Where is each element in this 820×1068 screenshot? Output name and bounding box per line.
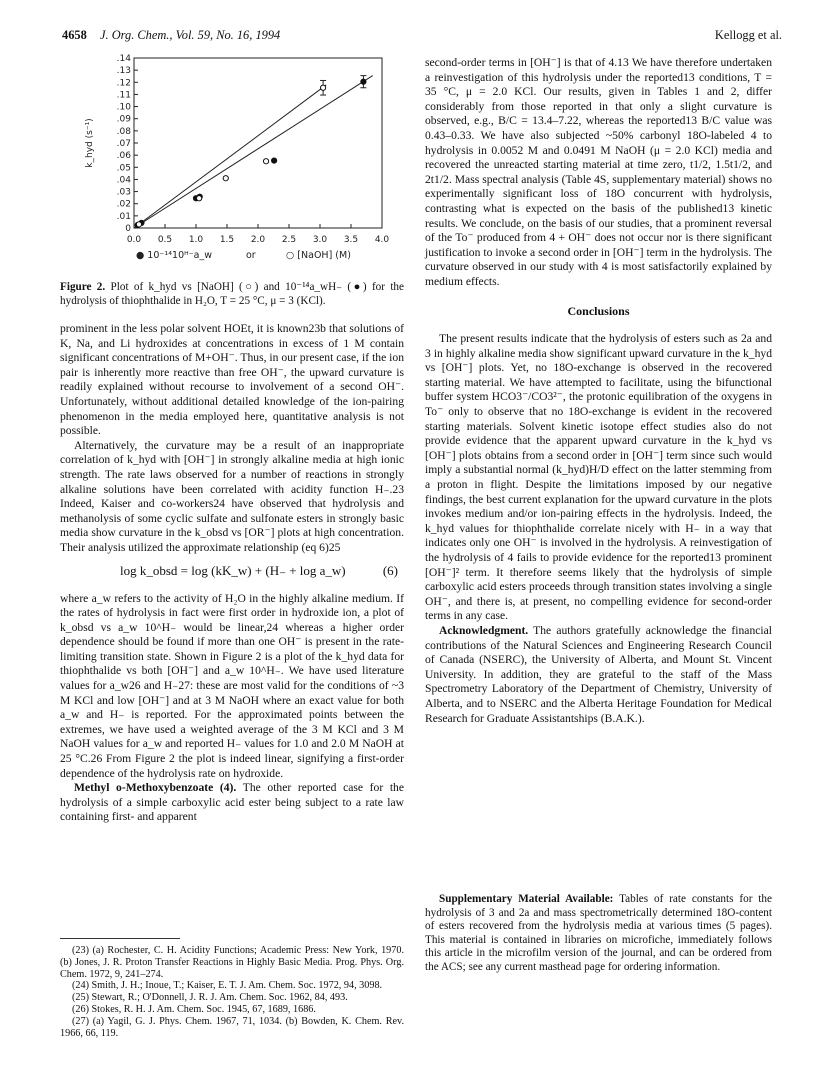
y-tick-label: .05 bbox=[116, 163, 131, 174]
legend-open: ○ [NaOH] (M) bbox=[286, 250, 351, 261]
body-paragraph bbox=[60, 781, 404, 825]
running-authors: Kellogg et al. bbox=[714, 28, 782, 42]
x-tick-label: 2.0 bbox=[250, 235, 266, 245]
y-tick-label: .02 bbox=[116, 199, 131, 210]
x-tick-label: 4.0 bbox=[374, 235, 390, 245]
x-tick-label: 1.0 bbox=[188, 235, 204, 245]
figure-label: Figure 2. bbox=[60, 281, 106, 293]
footnote: (27) (a) Yagil, G. J. Phys. Chem. 1967, 71, 1034. (b) Bowden, K. Chem. Rev. 1966, 66, 119. bbox=[60, 1015, 404, 1039]
y-tick-label: .03 bbox=[116, 187, 131, 198]
supplementary-text: Tables of rate constants for the hydrolysis of 3 and 2a and mass spectrometrically determined 18O-content of esters recovered from the hydrolysis media at various times (5 pages). This material is contained in libraries on microfiche, immediately follows this article in the microfilm version of the journal, and can be ordered from the ACS; see any current masthead page for ordering information. bbox=[425, 893, 772, 973]
acknowledgment bbox=[425, 624, 772, 726]
x-tick-label: 2.5 bbox=[281, 235, 297, 245]
y-tick-label: .11 bbox=[116, 90, 131, 101]
body-paragraph: where a_w refers to the activity of H₂O in the highly alkaline medium. If the rates of hydrolysis in fact were first order in hydroxide ion, a plot of k_obsd vs a_w 10^H₋ would be linear,24 whereas a higher order dependence should be found if more than one OH⁻ is present in the rate-limiting transition state. Shown in Figure 2 is a plot of the k_hyd data for thiophthalide vs both [OH⁻] and a_w 10^H₋. We have used literature values for a_w26 and H₋27: these are most valid for the conditions of ~3 M KCl and low [OH⁻] and at 3 M NaOH where an exact value for both a_w and H₋ is reported. For the approximated points between the extremes, we have used a weighted average of the 3 M KCl and 3 M NaOH values for a_w and reported H₋ values for 1.0 and 2.0 M NaOH at 25 °C.26 From Figure 2 the plot is indeed linear, signifying a first-order dependence of the hydrolysis rate on hydroxide. bbox=[60, 591, 404, 780]
figure-2-caption bbox=[60, 281, 404, 308]
equation-body: log k_obsd = log (kK_w) + (H₋ + log a_w) bbox=[120, 562, 346, 578]
footnote: (24) Smith, J. H.; Inoue, T.; Kaiser, E. T. J. Am. Chem. Soc. 1972, 94, 3098. bbox=[72, 980, 383, 992]
footnote: (25) Stewart, R.; O'Donnell, J. R. J. Am. Chem. Soc. 1962, 84, 493. bbox=[72, 992, 348, 1004]
y-tick-label: .06 bbox=[116, 151, 131, 162]
footnote-rule bbox=[60, 938, 180, 939]
y-axis-label: k_hyd (s⁻¹) bbox=[85, 118, 95, 168]
x-tick-label: 0.0 bbox=[126, 235, 142, 245]
body-paragraph: second-order terms in [OH⁻] is that of 4.13 We have therefore undertaken a reinvestigation of this hydrolysis under the reported13 conditions, T = 35 °C, μ = 2.0 KCl. Our results, given in Tables 1 and 2, differ considerably from those reported in that only a slight curvature is observed, e.g., B/C = 13.4–7.22, whereas the reported13 B/C value was 0.43–0.33. We have also subjected ~50% carbonyl 18O-labeled 4 to hydrolysis in 0.0052 M and 0.0491 M NaOH (μ = 2.0 KCl) media and recovered the unreacted starting material at time zero, t1/2, 1.5t1/2, and 2t1/2. Mass spectral analysis (Table 4S, supplementary material) shows no experimentally significant loss of 18O concurrent with hydrolysis, contrasting what is expected on the basis of the published13 kinetic results. We conclude, on the basis of our studies, that a prominent reversal of the To⁻ produced from 4 + OH⁻ does not occur nor is there significant justification to invoke a second order in [OH⁻] term in the hydrolysis. The curvature observed in our study with 4 is most satisfactorily explained by medium effects. bbox=[425, 56, 772, 288]
x-tick-label: 3.0 bbox=[312, 235, 328, 245]
equation-6 bbox=[60, 564, 404, 584]
page-header bbox=[62, 28, 782, 48]
figure-2-chart bbox=[60, 52, 404, 274]
paragraph-text: The other reported case for the hydrolysis of a simple carboxylic acid ester being subject to a rate law containing first- and apparent bbox=[60, 781, 404, 824]
footnotes bbox=[60, 938, 404, 1039]
y-tick-label: .09 bbox=[116, 114, 131, 125]
x-tick-label: 0.5 bbox=[157, 235, 173, 245]
data-point-filled bbox=[361, 79, 366, 84]
y-tick-label: .04 bbox=[116, 175, 131, 186]
run-in-heading: Methyl o-Methoxybenzoate (4). bbox=[74, 781, 237, 795]
run-in-heading: Supplementary Material Available: bbox=[439, 893, 614, 905]
equation-number: (6) bbox=[382, 562, 398, 578]
y-tick-label: .08 bbox=[116, 126, 131, 137]
right-column bbox=[425, 56, 772, 726]
data-point-open bbox=[136, 222, 141, 227]
y-tick-label: .14 bbox=[116, 54, 131, 64]
footnote: (26) Stokes, R. H. J. Am. Chem. Soc. 1945, 67, 1689, 1686. bbox=[72, 1003, 316, 1015]
fit-line bbox=[134, 76, 373, 228]
body-paragraph: The present results indicate that the hydrolysis of esters such as 2a and 3 in highly alkaline media show significant upward curvature in the k_hyd vs [OH⁻] plots. Yet, no 18O-exchange is observed in the recovered starting material. We have attempted to facilitate, using the bifunctional buffer system HCO3⁻/CO3²⁻, the protonic equilibration of the oxygens in To⁻ only to observe that no 18O-exchange is evident in the recovered starting materials. Solvent kinetic isotope effect studies also do not provide evidence that the apparent upward curvature in the k_hyd vs [OH⁻] plots obtains from a second order in [OH⁻] term since such would imply a substantial normal (k_hyd)H/D effect on the latter stemming from a proton in flight. Despite the limitations imposed by our negative findings, the best current explanation for the upward curvature in the plots invokes medium and/or ion-pairing effects in the hydrolysis. Indeed, the k_hyd values for thiophthalide correlate nicely with H₋ in a way that indicates only one OH⁻ is involved in the hydrolysis. A reinvestigation of the hydrolysis of 4 fails to provide evidence for the reported13 prominent [OH⁻]² term. It therefore seems likely that the hydrolysis of simple carboxylic acid esters proceeds through transition states involving a single OH⁻, and there is, at present, no compelling evidence for second-order terms in any case. bbox=[425, 332, 772, 623]
legend-filled: ● 10⁻¹⁴10ᴴ⁻a_w bbox=[136, 250, 212, 261]
run-in-heading: Acknowledgment. bbox=[439, 623, 529, 637]
data-point-open bbox=[197, 196, 202, 201]
legend-or: or bbox=[246, 250, 256, 261]
plot-frame bbox=[134, 58, 382, 228]
y-tick-label: 0 bbox=[125, 224, 131, 234]
y-tick-label: .10 bbox=[116, 102, 131, 113]
body-paragraph: Alternatively, the curvature may be a result of an inappropriate correlation of k_hyd with [OH⁻] in strongly alkaline media at high ionic strength. The rate laws observed for a number of reactions in strongly alkaline solutions have been correlated with acidity function H₋.23 Indeed, Kaiser and co-workers24 have observed that hydrolysis and methanolysis of some cyclic sulfate and sulfonate esters in strongly basic media show curvature in the k_obsd vs [OR⁻] plots at high concentration. Their analysis utilized the approximate relationship (eq 6)25 bbox=[60, 438, 404, 554]
x-tick-label: 1.5 bbox=[219, 235, 235, 245]
x-tick-label: 3.5 bbox=[343, 235, 359, 245]
acknowledgment-text: The authors gratefully acknowledge the financial contributions of the Natural Sciences and Engineering Research Council of Canada (NSERC), the University of Alberta, and Mount St. Vincent University. In addition, they are grateful to the staff of the Mass Spectrometry Laboratory of the Department of Chemistry, University of Alberta, and to NSERC and the Alberta Heritage Foundation for Medical Research for Graduate Assistantships (B.A.K.). bbox=[425, 623, 772, 725]
data-point-filled bbox=[272, 158, 277, 163]
footnote: (23) (a) Rochester, C. H. Acidity Functions; Academic Press: New York, 1970. (b) Jones, J. R. Proton Transfer Reactions in Highly Basic Media. Prog. Phys. Org. Chem. 1972, 9, 241–274. bbox=[60, 945, 404, 980]
y-tick-label: .13 bbox=[116, 66, 131, 77]
supplementary-material bbox=[425, 893, 772, 975]
y-tick-label: .07 bbox=[116, 139, 131, 149]
figure-caption-text: Plot of k_hyd vs [NaOH] (○) and 10⁻¹⁴a_wH₋ (●) for the hydrolysis of thiophthalide in H₂O, T = 25 °C, μ = 3 (KCl). bbox=[60, 281, 404, 307]
y-tick-label: .01 bbox=[116, 211, 131, 222]
page-number: 4658 bbox=[62, 28, 87, 42]
y-tick-label: .12 bbox=[116, 78, 131, 89]
data-point-open bbox=[223, 176, 228, 181]
body-paragraph: prominent in the less polar solvent HOEt, it is known23b that solutions of K, Na, and Li hydroxides at concentrations in excess of 1 M contain significant concentrations of M+OH⁻. Thus, in our present case, if the ion pair is inherently more reactive than free OH⁻, the upward curvature is readily explained without recourse to involvement of a second OH⁻. Unfortunately, without additional detailed knowledge of the ion-pairing phenomenon in the media employed here, quantitative analysis is not possible. bbox=[60, 322, 404, 438]
data-point-open bbox=[263, 159, 268, 164]
left-column bbox=[60, 322, 404, 825]
data-point-open bbox=[321, 85, 326, 90]
section-heading-conclusions: Conclusions bbox=[567, 303, 630, 318]
fit-line bbox=[134, 85, 326, 228]
journal-citation: J. Org. Chem., Vol. 59, No. 16, 1994 bbox=[100, 28, 281, 42]
